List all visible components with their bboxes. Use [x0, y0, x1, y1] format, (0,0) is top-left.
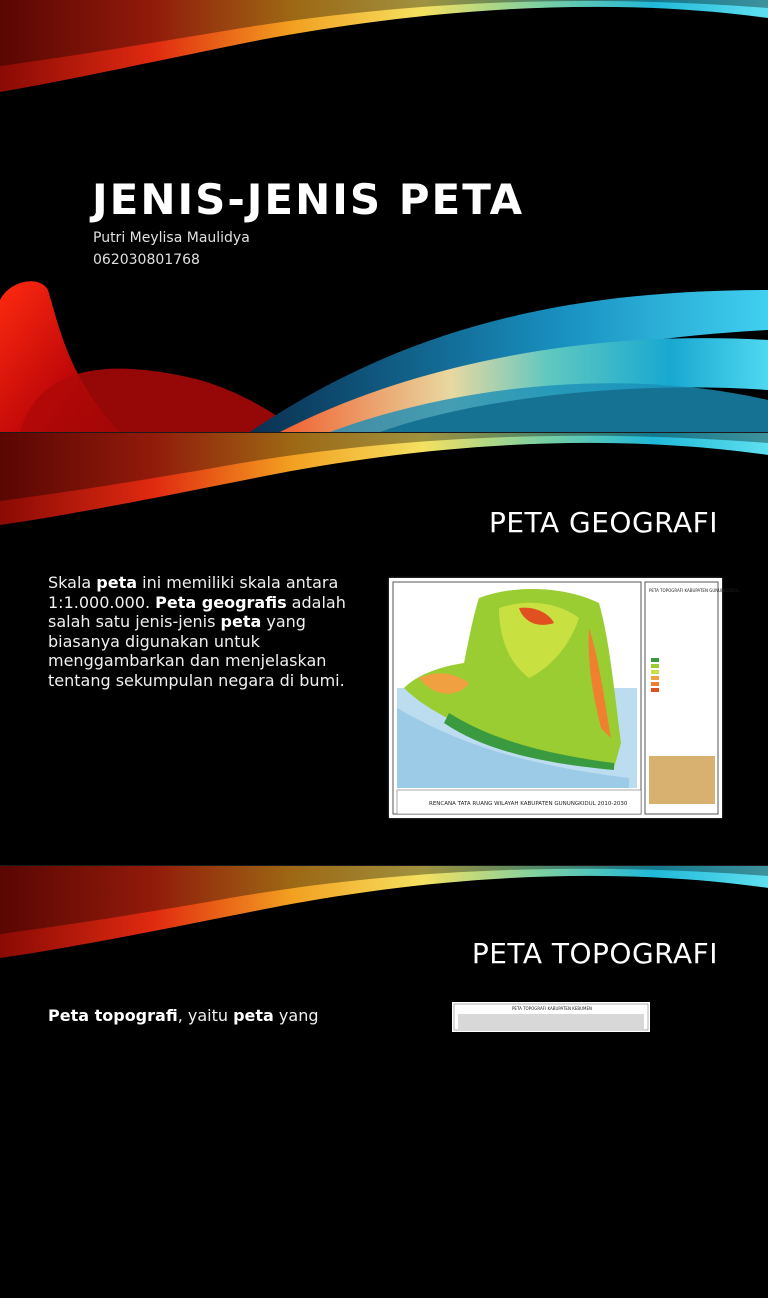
map-legend-title: PETA TOPOGRAFI KABUPATEN GUNUNGKIDUL	[649, 588, 740, 593]
slide-body-text: Peta topografi, yaitu peta yang	[48, 1006, 319, 1025]
topography-map-image	[452, 1002, 650, 1032]
slide-title: PETA TOPOGRAFI	[471, 937, 718, 970]
slide-peta-geografi	[0, 433, 768, 865]
map-title: PETA TOPOGRAFI KABUPATEN KEBUMEN	[512, 1006, 593, 1011]
map-footer: RENCANA TATA RUANG WILAYAH KABUPATEN GUNUNGKIDUL 2010-2030	[429, 801, 628, 807]
slide-peta-topografi	[0, 866, 768, 1024]
swoosh-decoration	[0, 866, 768, 1298]
author-name: Putri Meylisa Maulidya	[93, 230, 250, 246]
slide-body-text: Skala peta ini memiliki skala antara 1:1.000.000. Peta geografis adalah salah satu jenis-jenis peta yang biasanya digunakan untuk menggambarkan dan menjelaskan tentang sekumpulan negara di bumi.	[48, 573, 346, 690]
geography-map-image	[389, 578, 740, 818]
title-slide	[0, 0, 768, 432]
slide-title: PETA GEOGRAFI	[488, 506, 718, 539]
presentation-title: JENIS-JENIS PETA	[92, 175, 525, 224]
student-id: 062030801768	[93, 252, 200, 268]
